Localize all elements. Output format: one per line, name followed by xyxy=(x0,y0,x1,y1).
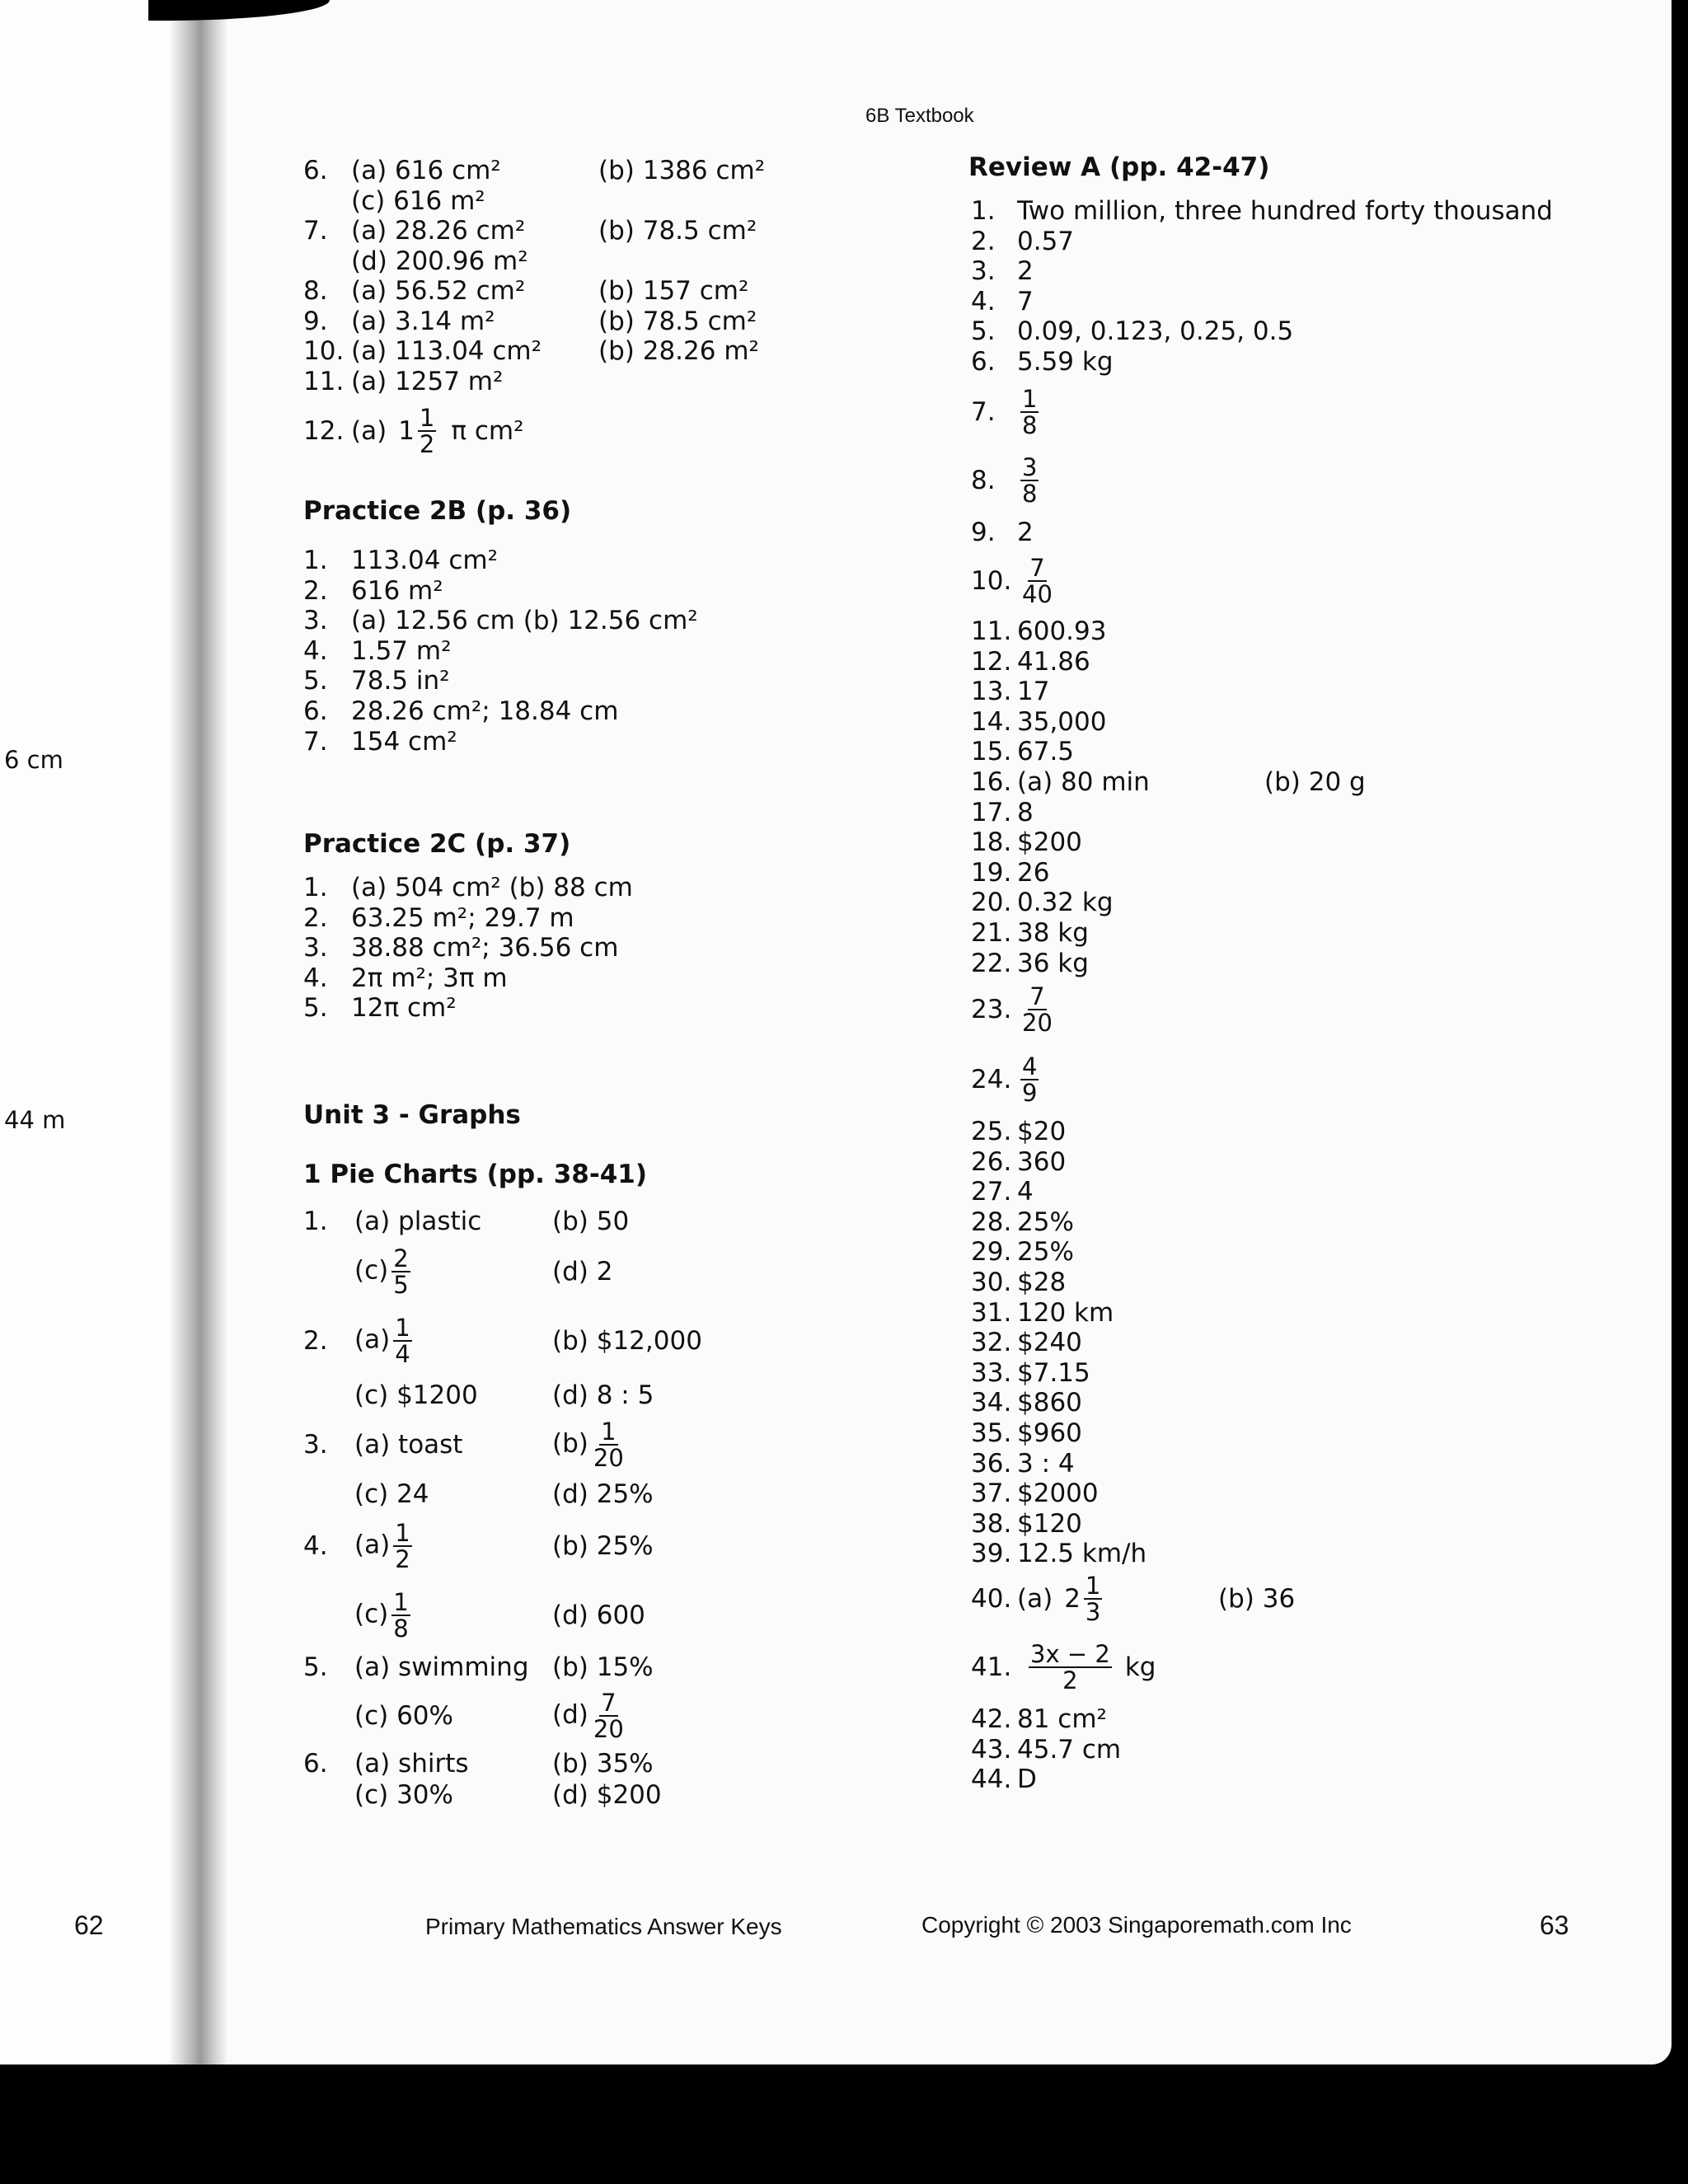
answer-row xyxy=(303,1581,732,1650)
item-number: 17. xyxy=(971,797,1012,827)
part-label: (a) xyxy=(1017,1583,1053,1614)
answer-text: 2 xyxy=(1017,256,1034,287)
item-number: 1. xyxy=(303,1206,328,1236)
answer-row xyxy=(303,216,765,246)
item-number: 43. xyxy=(971,1734,1012,1765)
answer-part: (a) plastic xyxy=(354,1206,482,1236)
answer-row xyxy=(303,1378,732,1413)
circle-area-answers xyxy=(303,156,765,396)
answer-part: (a) 28.26 cm² xyxy=(351,216,526,246)
list-item xyxy=(971,798,1366,828)
list-item xyxy=(971,1449,1146,1479)
answer-row xyxy=(303,1747,732,1780)
answer-text: 67.5 xyxy=(1017,737,1075,767)
part-label: (c) xyxy=(354,1255,389,1286)
item-number: 9. xyxy=(303,306,328,336)
list-item xyxy=(971,1117,1146,1147)
item-number: 34. xyxy=(971,1388,1012,1418)
item-number: 31. xyxy=(971,1297,1012,1328)
list-item xyxy=(303,873,633,903)
answer-part: (a) 616 cm² xyxy=(351,156,501,185)
answer-text: 12π cm² xyxy=(351,993,457,1024)
item-number: 8. xyxy=(303,276,328,306)
review-item-40 xyxy=(971,1566,1432,1632)
review-item-9 xyxy=(971,518,1034,548)
answer-row xyxy=(303,246,765,277)
list-item xyxy=(971,1479,1146,1509)
list-item xyxy=(303,666,698,696)
answer-text: 17 xyxy=(1017,677,1050,707)
answer-row xyxy=(303,1511,732,1581)
item-number xyxy=(303,246,351,277)
answer-text: 25% xyxy=(1017,1237,1074,1268)
list-item xyxy=(971,918,1366,949)
item-number: 39. xyxy=(971,1539,1012,1569)
fraction: $\frac{1}{8}$ xyxy=(1022,385,1038,439)
item-number: 3. xyxy=(971,256,996,287)
answer-part: (b) 78.5 cm² xyxy=(598,216,757,246)
answer-part: (a) 3.14 m² xyxy=(351,306,495,336)
item-number: 1. xyxy=(971,196,996,226)
item-number: 36. xyxy=(971,1448,1012,1479)
item-number: 4. xyxy=(303,635,328,666)
unit: kg xyxy=(1124,1652,1156,1682)
answer-part: (c) 24 xyxy=(354,1479,429,1509)
list-item xyxy=(971,1147,1146,1178)
list-item xyxy=(971,1539,1146,1569)
book-spine-shadow xyxy=(169,0,227,2064)
list-item xyxy=(303,727,698,757)
list-item xyxy=(971,616,1366,647)
answer-part: (d) 8 : 5 xyxy=(552,1380,654,1410)
answer-text: 616 m² xyxy=(351,575,443,606)
list-item xyxy=(971,858,1366,888)
item-number: 20. xyxy=(971,888,1012,918)
item-number: 6. xyxy=(303,156,328,185)
answer-part: (d) 600 xyxy=(552,1600,645,1630)
section-heading: Review A (pp. 42-47) xyxy=(968,152,1270,182)
item-number: 4. xyxy=(971,286,996,316)
review-answers-1-6 xyxy=(971,196,1553,377)
review-item-41 xyxy=(971,1634,1156,1700)
list-item xyxy=(971,677,1366,707)
answer-text: 36 kg xyxy=(1017,948,1089,978)
item-number: 7. xyxy=(303,726,328,757)
answer-text: 0.57 xyxy=(1017,226,1075,256)
fraction: $\frac{1}{2}$ xyxy=(395,1519,410,1573)
answer-part: (b) 36 xyxy=(1218,1583,1296,1614)
item-number: 30. xyxy=(971,1267,1012,1297)
answer-text: Two million, three hundred forty thousand xyxy=(1017,196,1553,226)
answer-text: 120 km xyxy=(1017,1297,1114,1328)
part-label: (a) xyxy=(354,1324,391,1355)
answer-text: 154 cm² xyxy=(351,726,457,757)
answer-row xyxy=(303,1477,732,1511)
answer-item-12 xyxy=(303,398,524,464)
fraction: $\frac{1}{4}$ xyxy=(395,1314,410,1368)
list-item xyxy=(971,1509,1146,1540)
answer-text: D xyxy=(1017,1765,1037,1795)
top-binding-shadow xyxy=(148,0,330,21)
mixed-whole: 1 xyxy=(398,415,415,446)
margin-note: 44 m xyxy=(4,1106,66,1134)
fraction: $\frac{1}{3}$ xyxy=(1085,1572,1101,1626)
item-number: 14. xyxy=(971,706,1012,737)
answer-text: 81 cm² xyxy=(1017,1704,1107,1734)
fraction: $\frac{2}{5}$ xyxy=(393,1244,409,1299)
list-item xyxy=(303,606,698,636)
list-item xyxy=(971,1704,1121,1735)
list-item xyxy=(971,1328,1146,1358)
review-item-24 xyxy=(971,1047,1042,1113)
item-number: 19. xyxy=(971,857,1012,888)
answer-text: 26 xyxy=(1017,857,1050,888)
answer-part: (c) 30% xyxy=(354,1779,453,1810)
list-item xyxy=(971,256,1553,287)
margin-note: 6 cm xyxy=(4,746,63,774)
answer-text: 7 xyxy=(1017,286,1034,316)
fraction: $\frac{3x - 2}{2}$ xyxy=(1030,1640,1110,1694)
answer-row xyxy=(303,1780,732,1810)
list-item xyxy=(971,1207,1146,1238)
unit-heading: Unit 3 - Graphs xyxy=(303,1100,521,1130)
item-number: 35. xyxy=(971,1418,1012,1448)
item-number: 42. xyxy=(971,1704,1012,1734)
list-item xyxy=(303,963,633,994)
answer-row xyxy=(303,1685,732,1747)
answer-text: 8 xyxy=(1017,797,1034,827)
answer-part: (c) 60% xyxy=(354,1700,453,1731)
item-number: 4. xyxy=(303,963,328,993)
item-number: 32. xyxy=(971,1328,1012,1358)
answer-row xyxy=(303,1203,732,1240)
part-label: (c) xyxy=(354,1599,389,1629)
answer-text: 41.86 xyxy=(1017,646,1090,677)
answer-text: 78.5 in² xyxy=(351,666,450,696)
answer-row xyxy=(303,1413,732,1477)
answer-text: $20 xyxy=(1017,1117,1067,1146)
list-item xyxy=(971,1735,1121,1765)
answer-part: (b) 50 xyxy=(552,1206,630,1236)
item-number: 40. xyxy=(971,1583,1012,1614)
review-answers-42-44 xyxy=(971,1704,1121,1795)
answer-part: (b) 28.26 m² xyxy=(598,336,759,366)
answer-row xyxy=(303,367,765,397)
review-item-8 xyxy=(971,448,1042,513)
answer-text: $960 xyxy=(1017,1418,1082,1448)
item-number: 3. xyxy=(303,606,328,636)
review-item-10 xyxy=(971,548,1057,614)
item-number: 6. xyxy=(303,1748,328,1779)
item-number: 21. xyxy=(971,917,1012,948)
item-number: 6. xyxy=(971,346,996,377)
item-number: 28. xyxy=(971,1207,1012,1237)
answer-text: (a) 504 cm² (b) 88 cm xyxy=(351,873,633,902)
item-number: 5. xyxy=(303,993,328,1024)
answer-row xyxy=(303,276,765,307)
answer-part: (a) shirts xyxy=(354,1748,469,1779)
item-number: 10. xyxy=(303,336,345,366)
list-item xyxy=(971,196,1553,227)
answer-row xyxy=(303,307,765,337)
answer-part: (a) 56.52 cm² xyxy=(351,276,526,306)
item-number: 15. xyxy=(971,737,1012,767)
answer-text: (a) 80 min xyxy=(1017,766,1150,797)
answer-text: 113.04 cm² xyxy=(351,546,498,575)
item-number: 4. xyxy=(303,1530,328,1561)
list-item xyxy=(971,1268,1146,1298)
running-header: 6B Textbook xyxy=(865,105,974,127)
list-item xyxy=(971,767,1366,798)
item-number: 13. xyxy=(971,677,1012,707)
item-number: 5. xyxy=(971,316,996,347)
answer-row xyxy=(303,1650,732,1685)
answer-row xyxy=(303,156,765,186)
answer-part: (c) $1200 xyxy=(354,1380,478,1410)
answer-row xyxy=(303,1304,732,1378)
answer-part: (a) 1257 m² xyxy=(351,366,504,396)
item-number: 6. xyxy=(303,696,328,726)
item-number: 5. xyxy=(303,1652,328,1682)
answer-part: (b) 35% xyxy=(552,1748,654,1779)
fraction: $\frac{7}{20}$ xyxy=(593,1689,624,1743)
answer-text: 2 xyxy=(1017,518,1034,547)
item-number: 41. xyxy=(971,1652,1012,1682)
answer-text: 45.7 cm xyxy=(1017,1734,1122,1765)
footer-copyright: Copyright © 2003 Singaporemath.com Inc xyxy=(921,1912,1352,1938)
mixed-whole: 2 xyxy=(1064,1583,1081,1614)
answer-text: 1.57 m² xyxy=(351,635,452,666)
list-item xyxy=(971,1388,1146,1418)
list-item xyxy=(303,993,633,1024)
section-heading: Practice 2C (p. 37) xyxy=(303,829,571,859)
item-number: 7. xyxy=(303,216,328,246)
fraction: $\frac{1}{2}$ xyxy=(419,404,435,458)
item-number: 3. xyxy=(303,933,328,963)
item-number: 10. xyxy=(971,565,1012,596)
answer-part: (a) swimming xyxy=(354,1652,529,1682)
answer-part: (b) 15% xyxy=(552,1652,654,1682)
answer-text: $240 xyxy=(1017,1328,1082,1358)
answer-text: 600.93 xyxy=(1017,616,1107,646)
answer-text: 360 xyxy=(1017,1146,1067,1177)
section-heading: 1 Pie Charts (pp. 38-41) xyxy=(303,1160,648,1189)
item-number: 2. xyxy=(971,226,996,256)
answer-text: 2π m²; 3π m xyxy=(351,963,508,993)
item-number: 1. xyxy=(303,873,328,902)
item-number: 23. xyxy=(971,994,1012,1024)
fraction: $\frac{7}{20}$ xyxy=(1022,982,1053,1037)
list-item xyxy=(971,949,1366,979)
list-item xyxy=(303,576,698,607)
answer-text: $200 xyxy=(1017,827,1082,858)
item-number: 9. xyxy=(971,518,996,547)
item-number: 3. xyxy=(303,1429,328,1460)
answer-text: $7.15 xyxy=(1017,1357,1090,1388)
left-page-number: 62 xyxy=(74,1910,104,1940)
item-number: 11. xyxy=(971,616,1012,646)
list-item xyxy=(971,647,1366,677)
review-item-7 xyxy=(971,379,1042,445)
answer-text: $860 xyxy=(1017,1388,1082,1418)
answer-text: 25% xyxy=(1017,1207,1074,1237)
answer-part: (b) $12,000 xyxy=(552,1325,702,1356)
list-item xyxy=(971,1765,1121,1795)
footer-title: Primary Mathematics Answer Keys xyxy=(425,1914,782,1939)
pie-chart-answers xyxy=(303,1203,732,1810)
part-label: (a) xyxy=(354,1530,391,1560)
list-item xyxy=(303,933,633,963)
item-number: 18. xyxy=(971,827,1012,858)
answer-part: (d) $200 xyxy=(552,1779,662,1810)
list-item xyxy=(971,888,1366,918)
list-item xyxy=(971,287,1553,317)
answer-text: 3 : 4 xyxy=(1017,1448,1075,1479)
answer-part: (c) 616 m² xyxy=(351,185,485,216)
answer-part: (b) 1386 cm² xyxy=(598,156,766,185)
item-number: 22. xyxy=(971,948,1012,978)
list-item xyxy=(971,316,1553,347)
answer-text: 0.09, 0.123, 0.25, 0.5 xyxy=(1017,316,1294,347)
answer-text: 0.32 kg xyxy=(1017,888,1114,918)
item-number: 27. xyxy=(971,1177,1012,1207)
item-number: 11. xyxy=(303,366,345,396)
item-number: 33. xyxy=(971,1357,1012,1388)
list-item xyxy=(303,903,633,934)
answer-part: (d) 200.96 m² xyxy=(351,246,528,276)
fraction: $\frac{7}{40}$ xyxy=(1022,554,1053,608)
item-number: 5. xyxy=(303,666,328,696)
part-label: (d) xyxy=(552,1699,588,1730)
item-number: 38. xyxy=(971,1508,1012,1539)
unit: π cm² xyxy=(451,415,524,446)
list-item xyxy=(971,707,1366,738)
answer-text: 38.88 cm²; 36.56 cm xyxy=(351,933,619,963)
list-item xyxy=(971,347,1553,377)
item-number: 7. xyxy=(971,396,996,427)
answer-text: 4 xyxy=(1017,1177,1034,1207)
list-item xyxy=(971,227,1553,257)
item-number: 2. xyxy=(303,1325,328,1356)
part-label: (b) xyxy=(552,1428,588,1459)
answer-text: $28 xyxy=(1017,1267,1067,1297)
answer-text: 35,000 xyxy=(1017,706,1107,737)
item-number: 2. xyxy=(303,575,328,606)
fraction: $\frac{1}{20}$ xyxy=(593,1418,624,1472)
answer-part: (b) 20 g xyxy=(1264,766,1366,797)
answer-text: 28.26 cm²; 18.84 cm xyxy=(351,696,619,726)
practice-2b-answers xyxy=(303,546,698,757)
answer-text: 5.59 kg xyxy=(1017,346,1114,377)
item-number: 16. xyxy=(971,766,1012,797)
review-answers-25-39 xyxy=(971,1117,1146,1569)
answer-text: 38 kg xyxy=(1017,917,1089,948)
item-number: 37. xyxy=(971,1479,1012,1509)
answer-text: 12.5 km/h xyxy=(1017,1539,1147,1569)
list-item xyxy=(971,827,1366,858)
answer-part: (b) 78.5 cm² xyxy=(598,306,757,336)
item-number: 44. xyxy=(971,1765,1012,1795)
answer-text: $120 xyxy=(1017,1508,1082,1539)
fraction: $\frac{1}{8}$ xyxy=(393,1588,409,1643)
item-number: 1. xyxy=(303,546,328,575)
answer-part: (a) toast xyxy=(354,1429,463,1460)
review-item-23 xyxy=(971,977,1057,1043)
list-item xyxy=(971,1418,1146,1449)
item-number: 12. xyxy=(971,646,1012,677)
answer-row xyxy=(303,336,765,367)
answer-text: $2000 xyxy=(1017,1479,1099,1509)
item-number: 2. xyxy=(303,902,328,933)
item-number: 24. xyxy=(971,1064,1012,1094)
fraction: $\frac{3}{8}$ xyxy=(1022,453,1038,508)
answer-part: (d) 2 xyxy=(552,1256,613,1286)
item-number xyxy=(303,186,351,217)
section-heading: Practice 2B (p. 36) xyxy=(303,496,572,526)
list-item xyxy=(971,1177,1146,1207)
answer-row xyxy=(303,1240,732,1304)
list-item xyxy=(303,546,698,576)
item-number: 12. xyxy=(303,415,345,446)
right-page-number: 63 xyxy=(1540,1910,1569,1940)
part-label: (a) xyxy=(351,415,387,446)
list-item xyxy=(971,1358,1146,1389)
answer-text: (a) 12.56 cm (b) 12.56 cm² xyxy=(351,606,698,636)
list-item xyxy=(303,636,698,667)
answer-row xyxy=(303,186,765,217)
item-number: 25. xyxy=(971,1117,1012,1146)
fraction: $\frac{4}{9}$ xyxy=(1022,1052,1038,1107)
answer-part: (a) 113.04 cm² xyxy=(351,336,542,366)
list-item xyxy=(971,1298,1146,1329)
list-item xyxy=(971,1237,1146,1268)
list-item xyxy=(303,696,698,727)
answer-text: 63.25 m²; 29.7 m xyxy=(351,902,574,933)
review-answers-11-22 xyxy=(971,616,1366,978)
list-item xyxy=(971,737,1366,767)
item-number: 8. xyxy=(971,465,996,495)
item-number: 29. xyxy=(971,1237,1012,1268)
item-number: 26. xyxy=(971,1146,1012,1177)
answer-part: (b) 25% xyxy=(552,1530,654,1561)
answer-part: (d) 25% xyxy=(552,1479,654,1509)
answer-part: (b) 157 cm² xyxy=(598,276,749,306)
practice-2c-answers xyxy=(303,873,633,1024)
